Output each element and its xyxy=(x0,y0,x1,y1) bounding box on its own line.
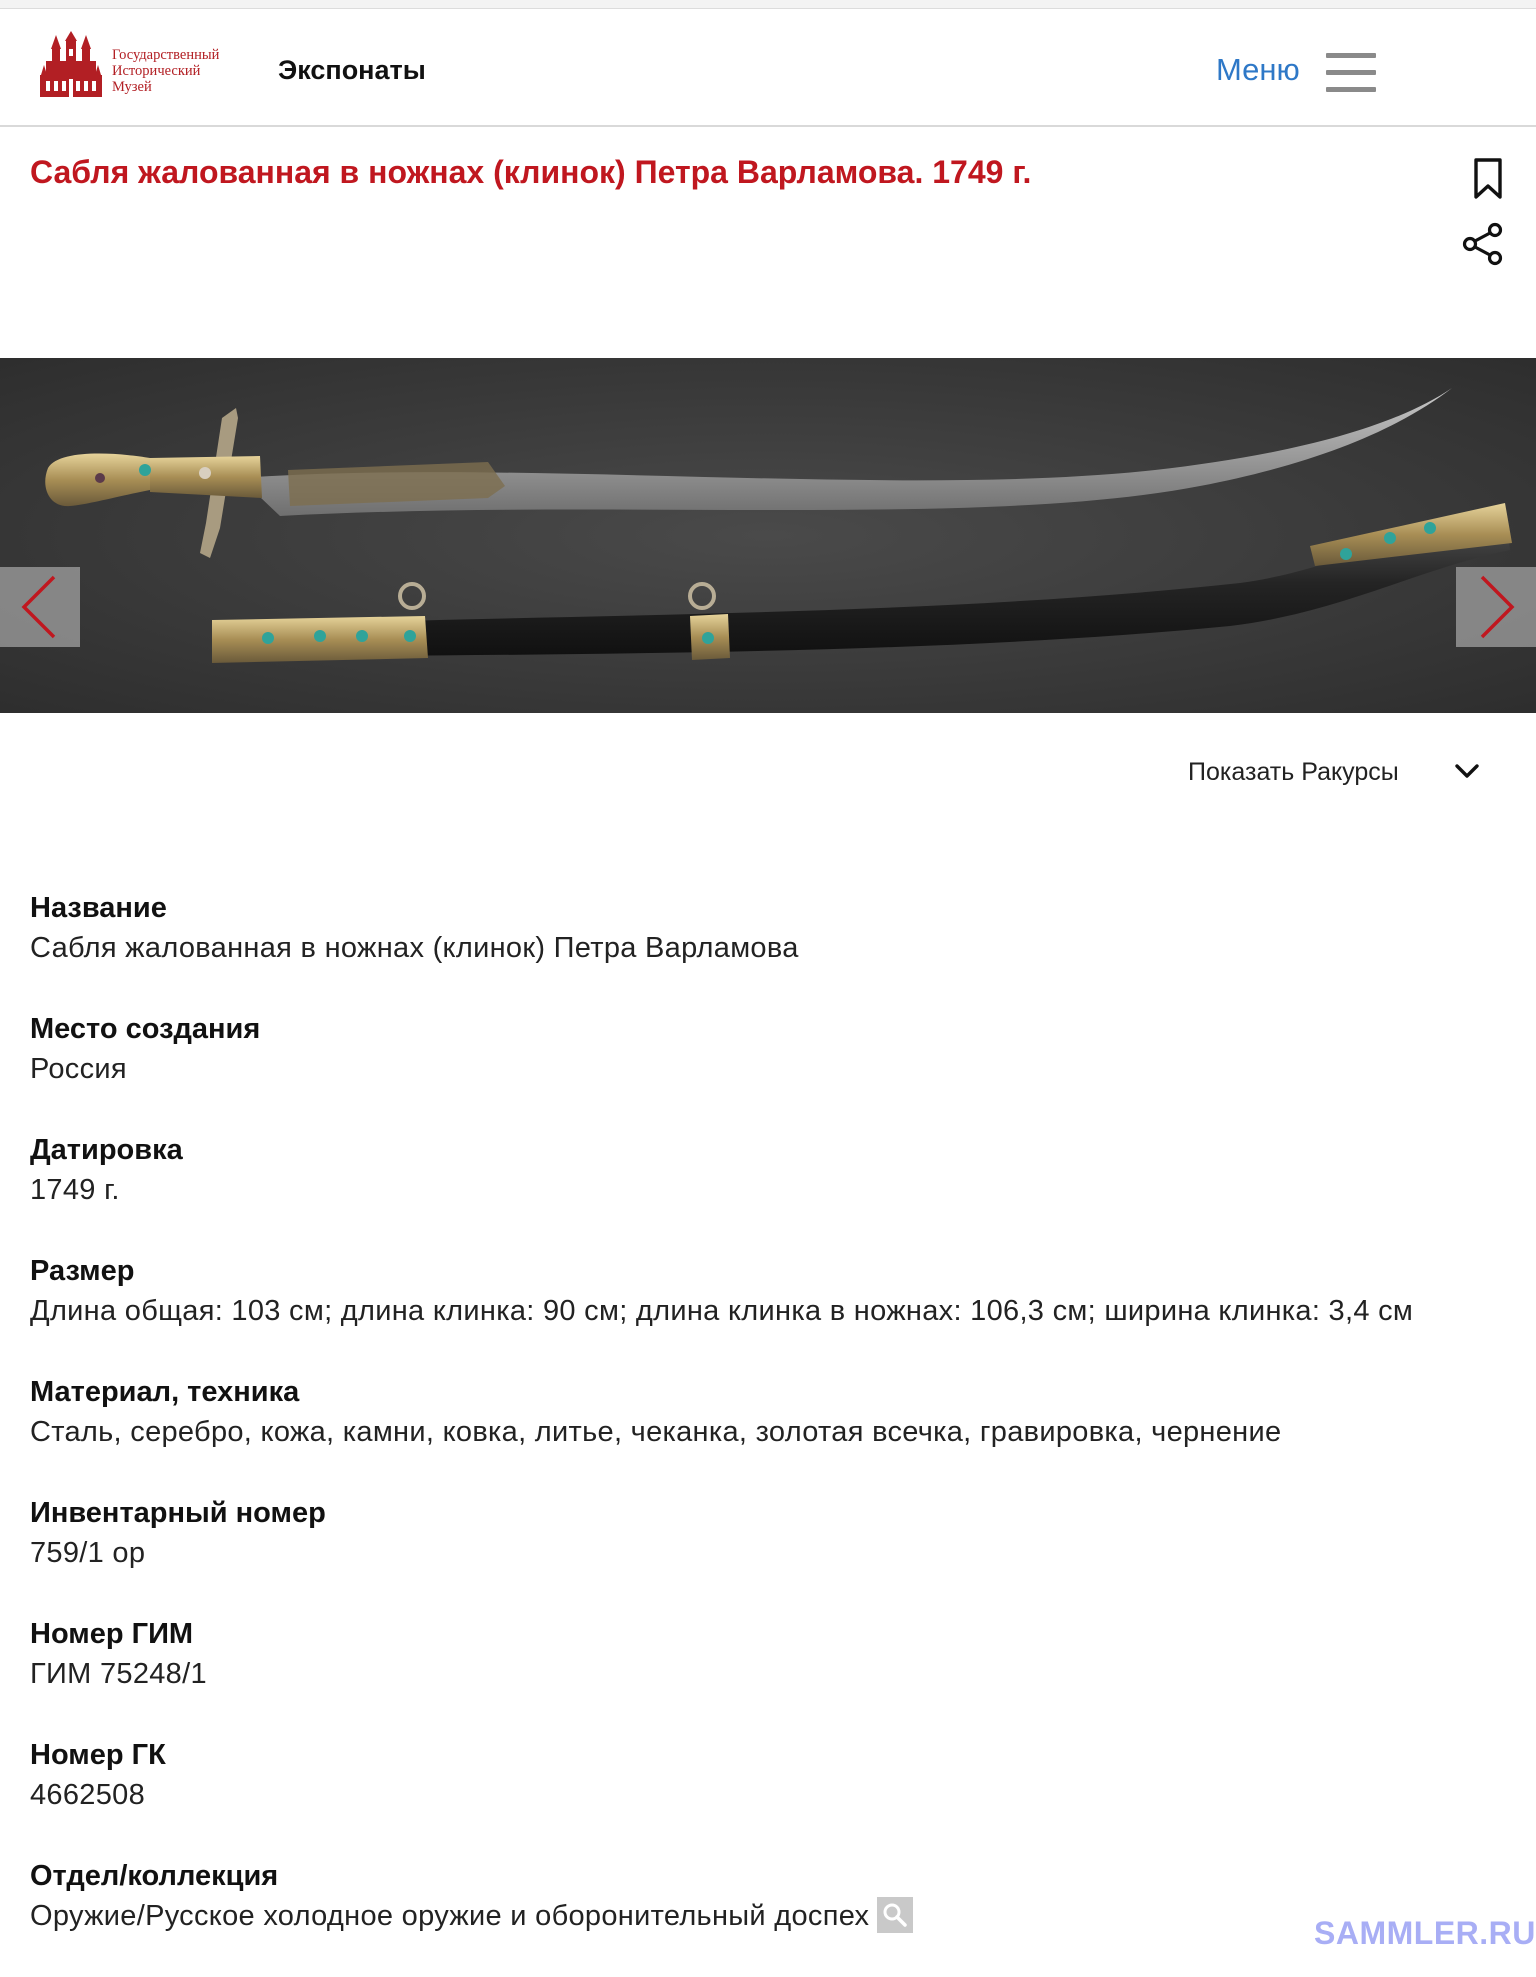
gallery-prev-button[interactable] xyxy=(0,567,80,647)
detail-value: ГИМ 75248/1 xyxy=(30,1658,207,1690)
saber-with-scabbard-illustration xyxy=(0,358,1536,713)
detail-size xyxy=(30,1251,1500,1331)
detail-value: 1749 г. xyxy=(30,1174,120,1206)
chevron-down-icon[interactable] xyxy=(1453,759,1481,790)
detail-value: 759/1 ор xyxy=(30,1537,146,1569)
detail-date xyxy=(30,1130,1500,1210)
detail-name xyxy=(30,888,1500,968)
detail-gk-number xyxy=(30,1735,1500,1815)
share-icon[interactable] xyxy=(1462,222,1504,271)
detail-label: Материал, техника xyxy=(30,1376,300,1408)
detail-value: Россия xyxy=(30,1053,127,1085)
detail-material xyxy=(30,1372,1500,1452)
bookmark-icon[interactable] xyxy=(1473,158,1503,205)
detail-value: Длина общая: 103 см; длина клинка: 90 см; длина клинка в ножнах: 106,3 см; ширина клинка: 3,4 см xyxy=(30,1295,1414,1327)
page-title: Сабля жалованная в ножнах (клинок) Петра Варламова. 1749 г. xyxy=(30,154,1032,190)
exhibit-details xyxy=(30,888,1500,1977)
browser-top-bar xyxy=(0,0,1536,9)
detail-value: Сабля жалованная в ножнах (клинок) Петра Варламова xyxy=(30,932,799,964)
detail-inventory-number xyxy=(30,1493,1500,1573)
site-header xyxy=(0,9,1536,127)
hamburger-menu-icon[interactable] xyxy=(1326,53,1376,93)
detail-label: Размер xyxy=(30,1255,135,1287)
detail-label: Датировка xyxy=(30,1134,183,1166)
detail-gim-number xyxy=(30,1614,1500,1694)
detail-label: Номер ГИМ xyxy=(30,1618,194,1650)
detail-value: Сталь, серебро, кожа, камни, ковка, литье, чеканка, золотая всечка, гравировка, чернение xyxy=(30,1416,1282,1448)
show-views-toggle[interactable]: Показать Ракурсы xyxy=(1188,758,1399,786)
detail-label: Инвентарный номер xyxy=(30,1497,326,1529)
nav-exhibits-link[interactable]: Экспонаты xyxy=(278,55,426,85)
exhibit-image[interactable] xyxy=(0,358,1536,713)
chevron-left-icon xyxy=(0,567,80,647)
search-icon[interactable] xyxy=(877,1897,913,1933)
collection-link[interactable]: Оружие/Русское холодное оружие и оборонительный доспех xyxy=(30,1900,870,1932)
chevron-right-icon xyxy=(1456,567,1536,647)
museum-name: Государственный Исторический Музей xyxy=(112,47,220,95)
detail-place xyxy=(30,1009,1500,1089)
museum-building-icon xyxy=(38,31,104,99)
detail-label: Номер ГК xyxy=(30,1739,166,1771)
menu-link[interactable]: Меню xyxy=(1216,52,1300,87)
detail-value-row xyxy=(30,1896,1500,1936)
detail-collection xyxy=(30,1856,1500,1936)
detail-label: Место создания xyxy=(30,1013,261,1045)
detail-value: 4662508 xyxy=(30,1779,145,1811)
detail-label: Название xyxy=(30,892,167,924)
watermark: SAMMLER.RU xyxy=(1314,1915,1536,1951)
museum-logo[interactable] xyxy=(38,31,248,107)
detail-label: Отдел/коллекция xyxy=(30,1860,279,1892)
gallery-next-button[interactable] xyxy=(1456,567,1536,647)
